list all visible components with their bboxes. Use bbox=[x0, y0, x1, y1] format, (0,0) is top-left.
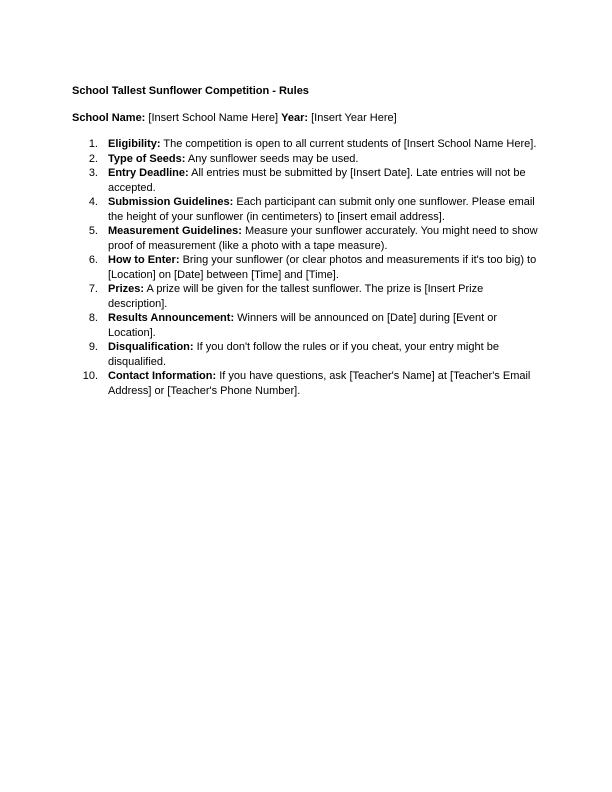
school-name-value: [Insert School Name Here] bbox=[148, 112, 279, 124]
year-value: [Insert Year Here] bbox=[311, 112, 397, 124]
rule-term: How to Enter: bbox=[108, 254, 180, 266]
rule-text: All entries must be submitted by [Insert Date]. Late entries will not be accepted. bbox=[108, 167, 526, 194]
rule-item-6 bbox=[72, 253, 542, 282]
rule-item-9 bbox=[72, 340, 542, 369]
rule-text: Winners will be announced on [Date] during [Event or Location]. bbox=[108, 312, 498, 339]
rule-item-2 bbox=[72, 152, 542, 167]
rule-number: 1. bbox=[88, 138, 98, 150]
rule-number: 10. bbox=[82, 370, 98, 382]
rule-text: The competition is open to all current students of [Insert School Name Here]. bbox=[163, 138, 537, 150]
rule-text: Measure your sunflower accurately. You might need to show proof of measurement (like a photo with a tape measure). bbox=[108, 225, 538, 252]
rule-text: If you don't follow the rules or if you cheat, your entry might be disqualified. bbox=[108, 341, 499, 368]
rule-item-1 bbox=[72, 137, 542, 152]
rule-term: Submission Guidelines: bbox=[108, 196, 234, 208]
rule-term: Contact Information: bbox=[108, 370, 217, 382]
rule-term: Results Announcement: bbox=[108, 312, 235, 324]
rule-text: Bring your sunflower (or clear photos and measurements if it's too big) to [Location] on [Date] between [Time] and [Time]. bbox=[108, 254, 537, 281]
rule-term: Eligibility: bbox=[108, 138, 161, 150]
rule-term: Type of Seeds: bbox=[108, 152, 186, 165]
school-info-line bbox=[72, 111, 397, 125]
rule-term: Prizes: bbox=[108, 283, 145, 295]
document-title: School Tallest Sunflower Competition - Rules bbox=[72, 85, 309, 97]
rule-number: 7. bbox=[88, 283, 98, 295]
rules-list bbox=[72, 137, 542, 398]
rule-term: Disqualification: bbox=[108, 341, 194, 353]
rule-item-7 bbox=[72, 282, 542, 311]
rule-item-5 bbox=[72, 224, 542, 253]
rule-term: Measurement Guidelines: bbox=[108, 225, 242, 237]
rule-item-8 bbox=[72, 311, 542, 340]
rule-item-4 bbox=[72, 195, 542, 224]
rule-number: 6. bbox=[88, 254, 98, 266]
year-label: Year: bbox=[281, 112, 309, 124]
rule-number: 2. bbox=[88, 152, 98, 165]
rule-text: If you have questions, ask [Teacher's Name] at [Teacher's Email Address] or [Teacher's Phone Number]. bbox=[108, 370, 531, 397]
rule-term: Entry Deadline: bbox=[108, 167, 189, 179]
rule-text: Any sunflower seeds may be used. bbox=[187, 152, 359, 165]
rule-number: 8. bbox=[88, 312, 98, 324]
rule-text: Each participant can submit only one sunflower. Please email the height of your sunflower (in centimeters) to [insert email address]. bbox=[108, 196, 535, 223]
rule-text: A prize will be given for the tallest sunflower. The prize is [Insert Prize description]. bbox=[108, 283, 484, 310]
school-name-label: School Name: bbox=[72, 112, 146, 124]
rule-number: 5. bbox=[88, 225, 98, 237]
rule-number: 9. bbox=[88, 341, 98, 353]
rule-number: 4. bbox=[88, 196, 98, 208]
rule-item-10 bbox=[72, 369, 542, 398]
rule-number: 3. bbox=[88, 167, 98, 179]
rule-item-3 bbox=[72, 166, 542, 195]
